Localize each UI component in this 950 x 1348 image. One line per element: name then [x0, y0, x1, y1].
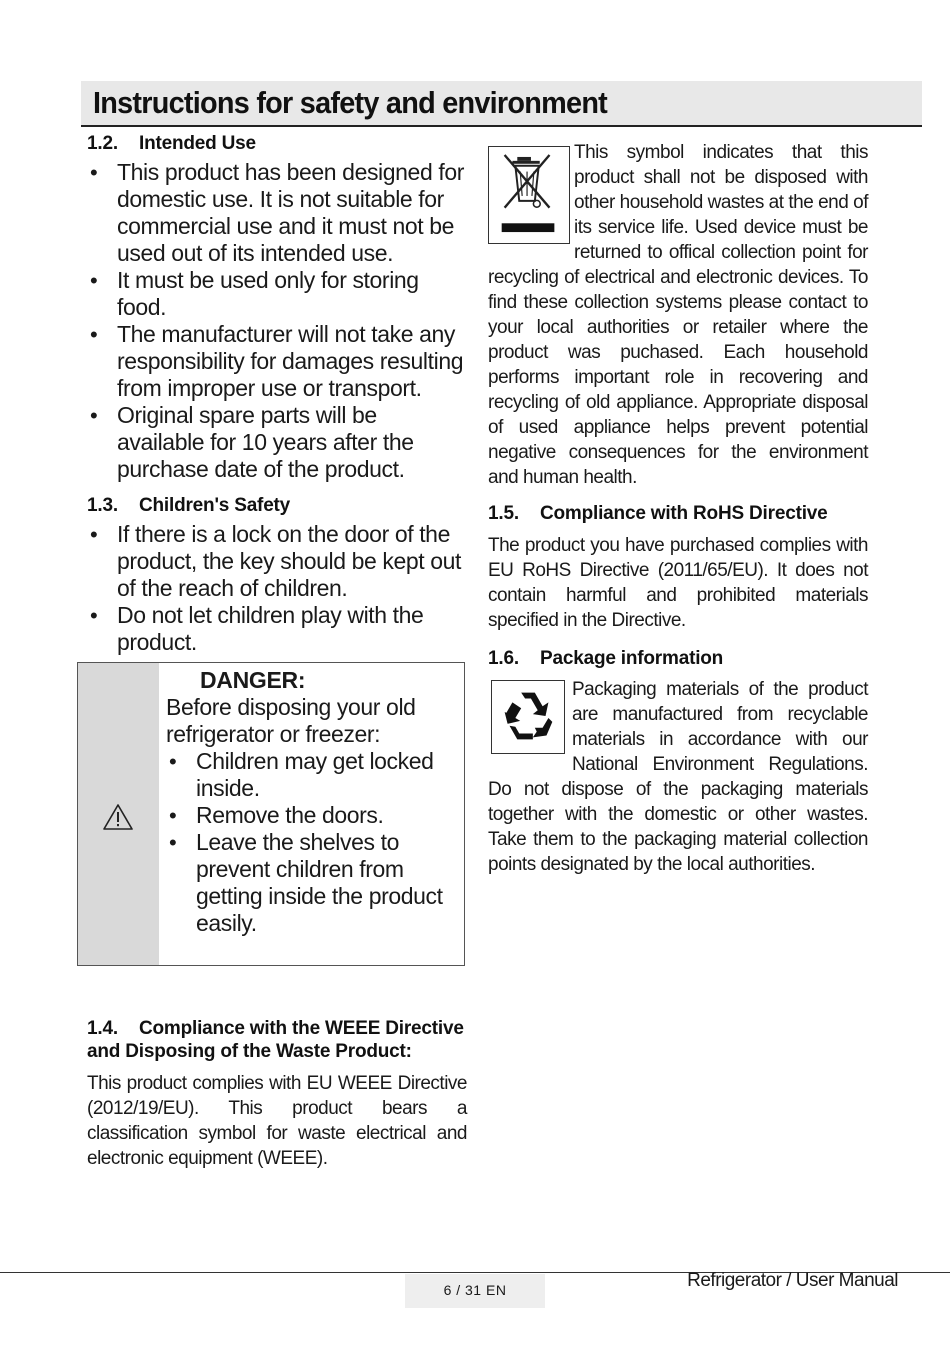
list-item: • This product has been designed for domestic use. It is not suitable for commercial use and it must not be used out of its intended use. [87, 159, 467, 267]
list-item: • Remove the doors. [166, 802, 456, 829]
page-number: 6 / 31 EN [405, 1274, 545, 1308]
weee-symbol-text: This symbol indicates that this product shall not be disposed with other household wastes at the end of its service life. Used device must be returned to offical collection point for recycling of electrical and electronic devices. To find these collection systems please contact to your local authorities or retailer where the product was puchased. Each household performs important role in recovering and recycling of old appliance. Appropriate disposal of used appliance helps prevent potential negative consequences for the environment and human health. [488, 142, 868, 488]
list-item: • The manufacturer will not take any responsibility for damages resulting from improper use or transport. [87, 321, 467, 402]
section-heading: 1.6. Package information [488, 648, 724, 669]
package-body-wrap [488, 677, 868, 877]
danger-box [77, 662, 465, 966]
footer-doc-title: Refrigerator / User Manual [687, 1270, 898, 1291]
danger-title: DANGER: [200, 667, 306, 693]
section-heading: 1.2. Intended Use [87, 133, 256, 154]
page-title: Instructions for safety and environment [93, 85, 608, 120]
danger-intro: Before disposing your old refrigerator or freezer: [166, 694, 416, 747]
section-heading: 1.3. Children's Safety [87, 495, 291, 516]
warning-triangle-icon [102, 803, 134, 831]
section-weee [87, 1017, 467, 1171]
section-heading: 1.5. Compliance with RoHS Directive [488, 503, 828, 524]
section-package-heading [488, 648, 868, 670]
intended-use-list [87, 159, 467, 483]
danger-list [166, 748, 456, 937]
rohs-body: The product you have purchased complies with EU RoHS Directive (2011/65/EU). It does not contain harmful and prohibited materials specified in the Directive. [488, 535, 868, 631]
list-item: • Leave the shelves to prevent children from getting inside the product easily. [166, 829, 456, 937]
weee-body: This product complies with EU WEEE Directive (2012/19/EU). This product bears a classification symbol for waste electrical and electronic equipment (WEEE). [87, 1073, 467, 1169]
title-bar [81, 81, 922, 127]
children-safety-list [87, 521, 467, 656]
section-rohs [488, 503, 868, 633]
list-item: • It must be used only for storing food. [87, 267, 467, 321]
list-item: • If there is a lock on the door of the product, the key should be kept out of the reach of children. [87, 521, 467, 602]
section-intended-use [87, 133, 467, 483]
section-children-safety [87, 495, 467, 656]
section-heading: 1.4. Compliance with the WEEE Directive and Disposing of the Waste Product: [87, 1018, 464, 1062]
list-item: • Children may get locked inside. [166, 748, 456, 802]
list-item: • Do not let children play with the product. [87, 602, 467, 656]
danger-sidebar [78, 663, 159, 965]
list-item: • Original spare parts will be available for 10 years after the purchase date of the product. [87, 402, 467, 483]
package-body: Packaging materials of the product are manufactured from recyclable materials in accordance with our National Environment Regulations. Do not dispose of the packaging materials together with the domestic or other wastes. Take them to the packaging material collection points designated by the local authorities. [488, 679, 868, 875]
